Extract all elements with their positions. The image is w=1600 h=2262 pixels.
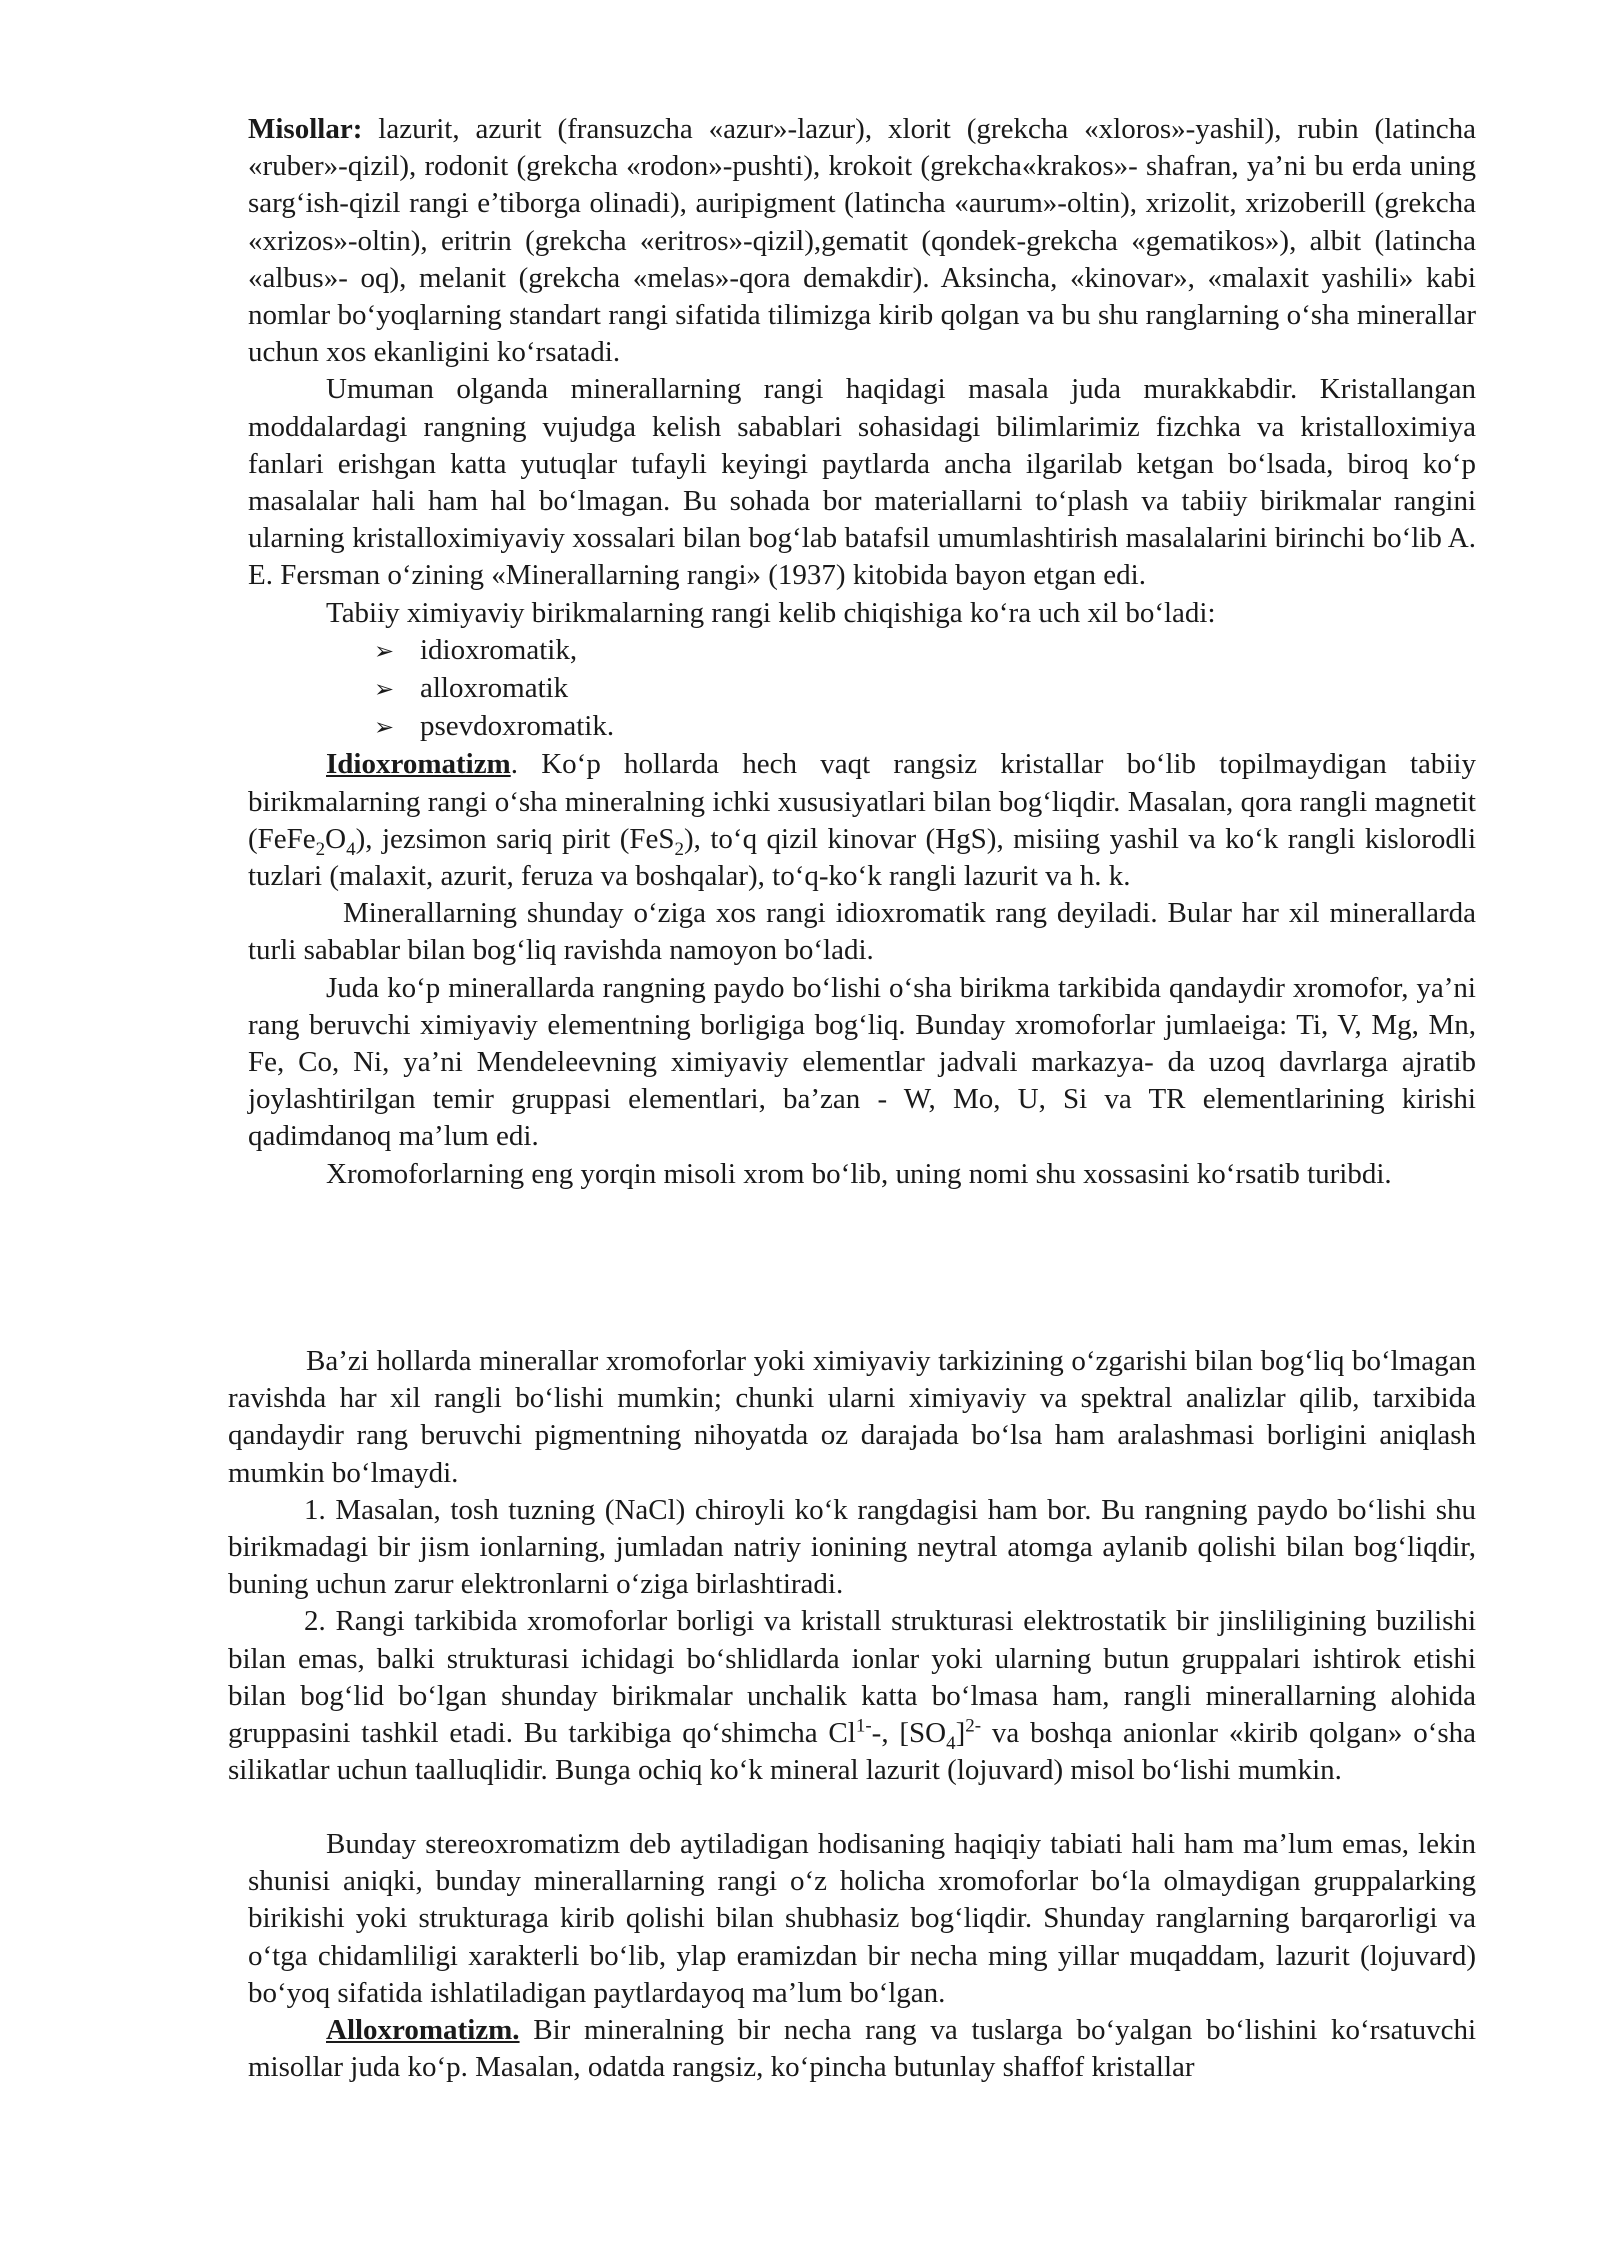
- list-item: [374, 632, 1476, 670]
- subscript: 2: [315, 838, 326, 860]
- subscript: 4: [946, 1732, 956, 1754]
- stereochromatism-paragraph: Bunday stereoxromatizm deb aytiladigan hodisaning haqiqiy tabiati hali ham ma’lum emas, lekin shunisi aniqki, bunday minerallarning rangi o‘z holicha xromoforlar bo‘la olmaydigan gruppalarking birikishi yoki strukturaga kirib qolishi bilan shubhasiz bog‘liqdir. Shunday ranglarning barqarorligi va o‘tga chidamliligi xarakterli bo‘lib, ylap eramizdan bir necha ming yillar muqaddam, lazurit (lojuvard) bo‘yoq sifatida ishlatiladigan paytlardayoq ma’lum bo‘lgan.: [248, 1828, 1476, 2009]
- item-number: 2.: [304, 1605, 326, 1638]
- allochromatism-heading: Alloxromatizm.: [326, 2014, 520, 2047]
- list-item-label: alloxromatik: [420, 672, 569, 705]
- idiochromatism-heading: Idioxromatizm: [326, 748, 511, 781]
- chromophore-paragraph: Juda ko‘p minerallarda rangning paydo bo‘lishi o‘sha birikma tarkibida qandaydir xromofor, ya’ni rang beruvchi ximiyaviy elementning borligiga bog‘liq. Bunday xromoforlar jumlaeiga: Ti, V, Mg, Mn, Fe, Co, Ni, ya’ni Mendeleevning ximiyaviy elementlar jadvali markazya- da uzoq davrlarga ajratib joylashtirilgan temir gruppasi elementlari, ba’zan - W, Mo, U, Si va TR elementlarining kirishi qadimdanoq ma’lum edi.: [248, 971, 1476, 1153]
- list-item: [374, 670, 1476, 708]
- idiochromatism-text: ), jezsimon sariq pirit (FeS: [355, 822, 675, 855]
- pigment-paragraph: Ba’zi hollarda minerallar xromoforlar yoki ximiyaviy tarkizining o‘zgarishi bilan bog‘liq bo‘lmagan ravishda har xil rangli bo‘lishi mumkin; chunki ularni ximiyaviy va spektral analizlar qilib, tarxibida qandaydir rang beruvchi pigmentning nihoyatda oz darajada bo‘lsa ham aralashmasi borligini aniqlash mumkin bo‘lmaydi.: [228, 1345, 1476, 1489]
- idiochromatism-text: . Ko‘p hollarda hech vaqt rangsiz kristallar bo‘lib topilmaydigan tabiiy birikmalarning rangi o‘sha mineralning ichki xususiyatlari bilan bog‘liqdir. Masalan, qora rangli magnetit (FeFe: [248, 748, 1476, 855]
- subscript: 2: [674, 838, 685, 860]
- idiochromatism-text: ), to‘q qizil kinovar (HgS), misiing yashil va ko‘k rangli kislorodli tuzlari (malaxit, azurit, feruza va boshqalar), to‘q-ko‘k rangli lazurit va h. k.: [248, 822, 1477, 893]
- color-types-list: [248, 632, 1476, 747]
- subscript: 4: [346, 838, 356, 860]
- arrowhead-bullet-icon: ➢: [374, 675, 395, 704]
- list-item-label: idioxromatik,: [420, 633, 578, 666]
- superscript: 1-: [855, 1715, 872, 1737]
- item-text: -, [SO: [871, 1717, 947, 1750]
- arrowhead-bullet-icon: ➢: [374, 713, 395, 742]
- text-block-bottom: [248, 1826, 1476, 2086]
- idiochromatic-color-paragraph: Minerallarning shunday o‘ziga xos rangi idioxromatik rang deyiladi. Bular har xil minerallarda turli sabablar bilan bog‘liq ravishda namoyon bo‘ladi.: [248, 897, 1476, 967]
- list-item: [374, 708, 1476, 746]
- idiochromatism-text: O: [325, 822, 347, 855]
- general-paragraph: Umuman olganda minerallarning rangi haqidagi masala juda murakkabdir. Kristallangan moddalardagi rangning vujudga kelish sabablari sohasidagi bilimlarimiz fizchka va kristalloximiya fanlari erishgan katta yutuqlar tufayli keyingi paytlarda ancha ilgarilab ketgan bo‘lsada, biroq ko‘p masalalar hali ham hal bo‘lmagan. Bu sohada bor materiallarni to‘plash va tabiiy birikmalar rangini ularning kristalloximiyaviy xossalari bilan bog‘lab batafsil umumlashtirish masalalarini birinchi bo‘lib A. E. Fersman o‘zining «Minerallarning rangi» (1937) kitobida bayon etgan edi.: [248, 373, 1476, 592]
- chromium-paragraph: Xromoforlarning eng yorqin misoli xrom bo‘lib, uning nomi shu xossasini ko‘rsatib turibdi.: [326, 1157, 1392, 1190]
- intro-text: lazurit, azurit (fransuzcha «azur»-lazur), xlorit (grekcha «xloros»-yashil), rubin (latincha «ruber»-qizil), rodonit (grekcha «rodon»-pushti), krokoit (grekcha«krakos»- shafran, ya’ni bu erda uning sarg‘ish-qizil rangi e’tiborga olinadi), auripigment (latincha «aurum»-oltin), xrizolit, xrizoberill (grekcha «xrizos»-oltin), eritrin (grekcha «eritros»-qizil),gematit (qondek-grekcha «gematikos»), albit (latincha «albus»- oq), melanit (grekcha «melas»-qora demakdir). Aksincha, «kinovar», «malaxit yashili» kabi nomlar bo‘yoqlarning standart rangi sifatida tilimizga kirib qolgan va bu shu ranglarning o‘sha minerallar uchun xos ekanligini ko‘rsatadi.: [248, 113, 1476, 369]
- item-text: Masalan, tosh tuzning (NaCl) chiroyli ko‘k rangdagisi ham bor. Bu rangning paydo bo‘lishi shu birikmadagi bir jism ionlarning, jumladan natriy ionining neytral atomga aylanib qolishi bilan bog‘liqdir, buning uchun zarur elektronlarni o‘ziga birlashtiradi.: [228, 1493, 1476, 1601]
- allochromatism-paragraph: [248, 2012, 1476, 2086]
- idiochromatism-paragraph: [248, 746, 1476, 895]
- item-text: va boshqa anionlar «kirib qolgan» o‘sha silikatlar uchun taalluqlidir. Bunga ochiq ko‘k mineral lazurit (lojuvard) misol bo‘lishi mumkin.: [228, 1717, 1477, 1787]
- intro-label: Misollar:: [248, 113, 363, 145]
- types-paragraph: Tabiiy ximiyaviy birikmalarning rangi kelib chiqishiga ko‘ra uch xil bo‘ladi:: [326, 596, 1216, 629]
- intro-paragraph: [248, 111, 1476, 371]
- allochromatism-text: Bir mineralning bir necha rang va tuslarga bo‘yalgan bo‘lishini ko‘rsatuvchi misollar juda ko‘p. Masalan, odatda rangsiz, ko‘pincha butunlay shaffof kristallar: [248, 2014, 1476, 2084]
- item-text: ]: [955, 1717, 966, 1750]
- arrowhead-bullet-icon: ➢: [374, 636, 395, 665]
- item-number: 1.: [304, 1493, 326, 1526]
- superscript: 2-: [965, 1715, 982, 1737]
- text-block-top: [248, 111, 1476, 1193]
- text-block-middle: [228, 1343, 1476, 1789]
- numbered-item-2: [228, 1603, 1476, 1789]
- numbered-item-1: [228, 1492, 1476, 1604]
- item-text: Rangi tarkibida xromoforlar borligi va kristall strukturasi elektrostatik bir jinsliligining buzilishi bilan emas, balki strukturasi ichidagi bo‘shlidlarda ionlar yoki ularning butun gruppalari ishtirok etishi bilan bog‘lid bo‘lgan shunday birikmalar unchalik katta bo‘lmasa ham, rangli minerallarning alohida gruppasini tashkil etadi. Bu tarkibiga qo‘shimcha Cl: [228, 1605, 1477, 1750]
- list-item-label: psevdoxromatik.: [420, 710, 615, 743]
